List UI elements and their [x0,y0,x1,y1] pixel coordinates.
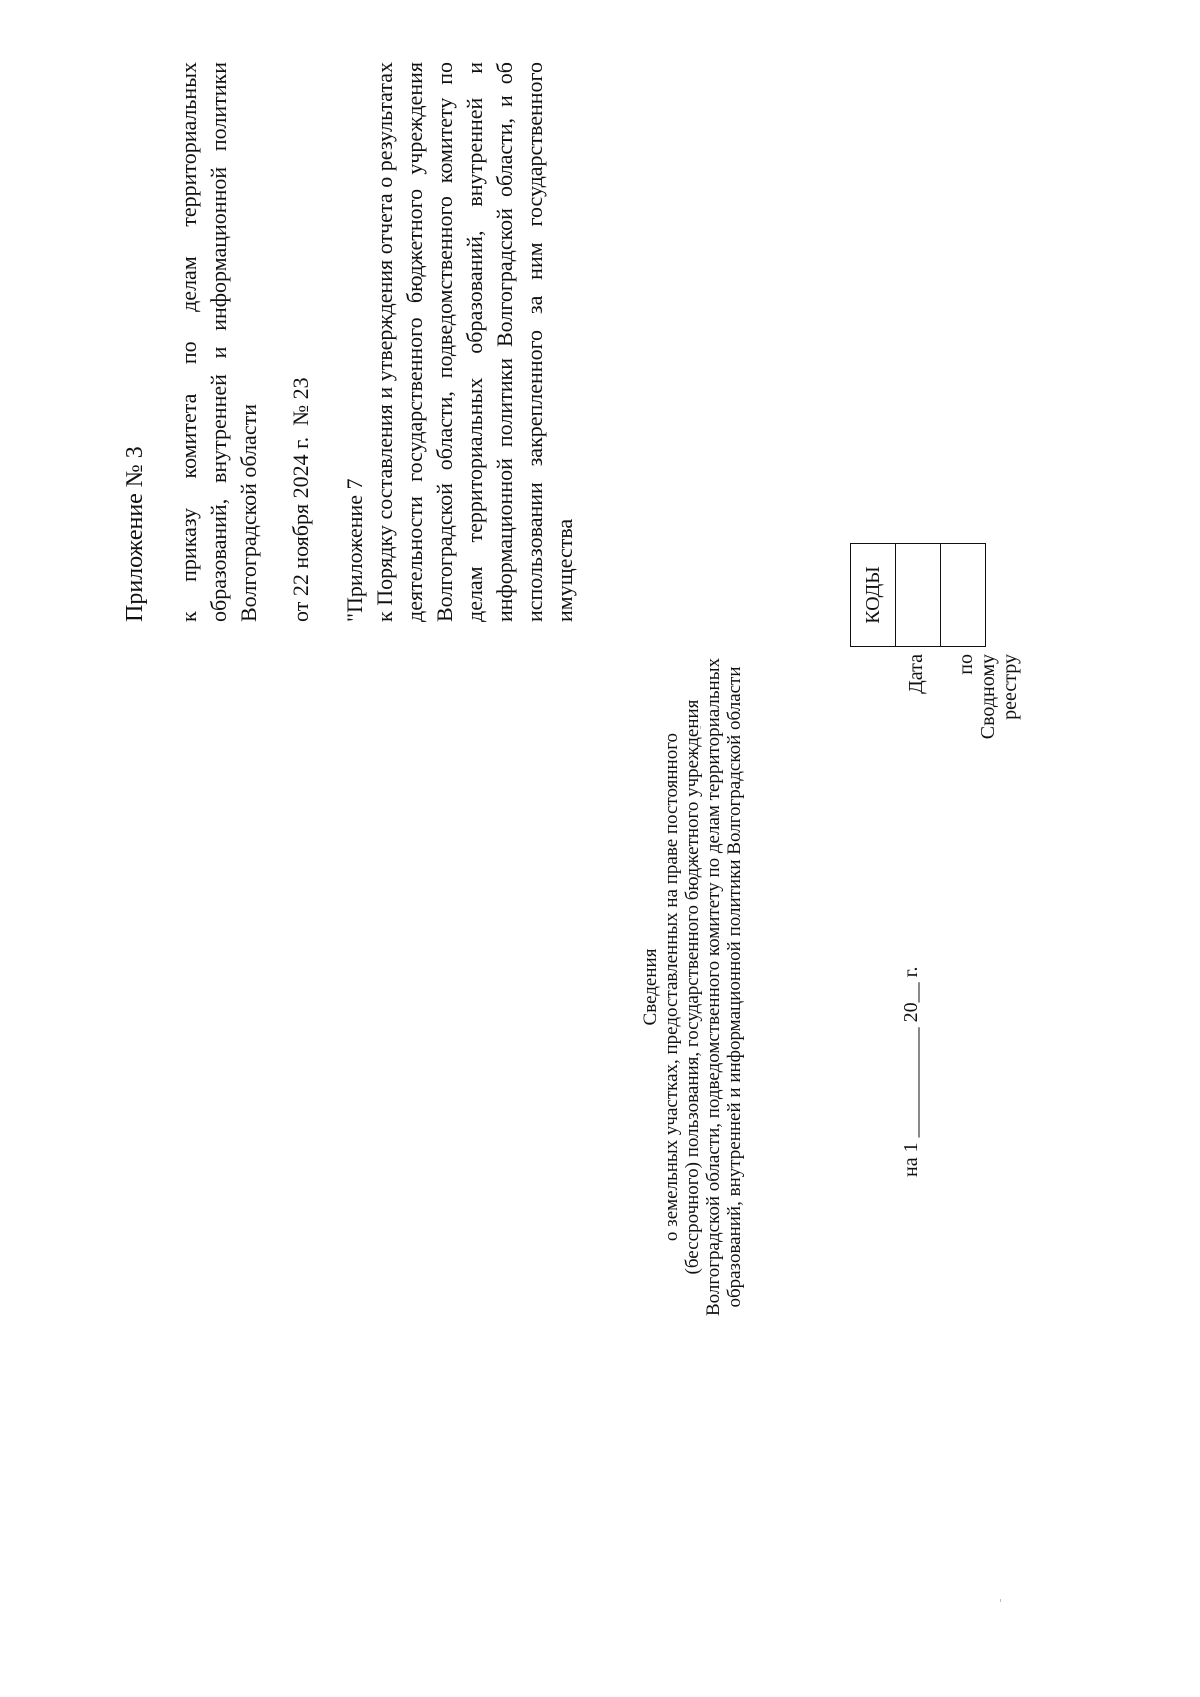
order-date: от 22 ноября 2024 г. № 23 [288,377,313,622]
appendix-header [120,62,580,622]
registry-label-line: по [955,654,977,675]
title-line: Волгоградской области, подведомственного комитету по делам территориальных [703,658,724,1316]
title-line: образований, внутренней и информационной политики Волгоградской области [724,666,745,1308]
registry-label-line: Сводному [977,654,999,740]
title-heading: Сведения [640,948,661,1026]
registry-label [955,654,1021,804]
document-title [640,457,745,1517]
date-code-cell[interactable] [896,544,941,647]
scan-mark [1000,1599,1001,1602]
date-label: Дата [905,654,927,694]
annex-title: "Приложение 7 [342,478,367,622]
title-line: (бессрочного) пользования, государственного бюджетного учреждения [682,699,703,1275]
codes-table [850,543,986,647]
codes-header: КОДЫ [851,544,896,647]
registry-code-cell[interactable] [941,544,986,647]
order-reference: к приказу комитета по делам территориальных образований, внутренней и информационной политики Волгоградской области [176,62,261,622]
appendix-title: Приложение № 3 [122,446,148,622]
annex-text: к Порядку составления и утверждения отчета о результатах деятельности государственного бюджетного учреждения Волгоградской области, подведомственного комитету по делам территориальных образований, внутренней и информационной политики Волгоградской области, и об использовании закрепленного за ним государственного имущества [372,62,577,622]
title-line: о земельных участках, предоставленных на праве постоянного [661,732,682,1242]
registry-label-line: реестру [999,654,1021,720]
report-date-line: на 1 ___________ 20__ г. [900,966,922,1177]
